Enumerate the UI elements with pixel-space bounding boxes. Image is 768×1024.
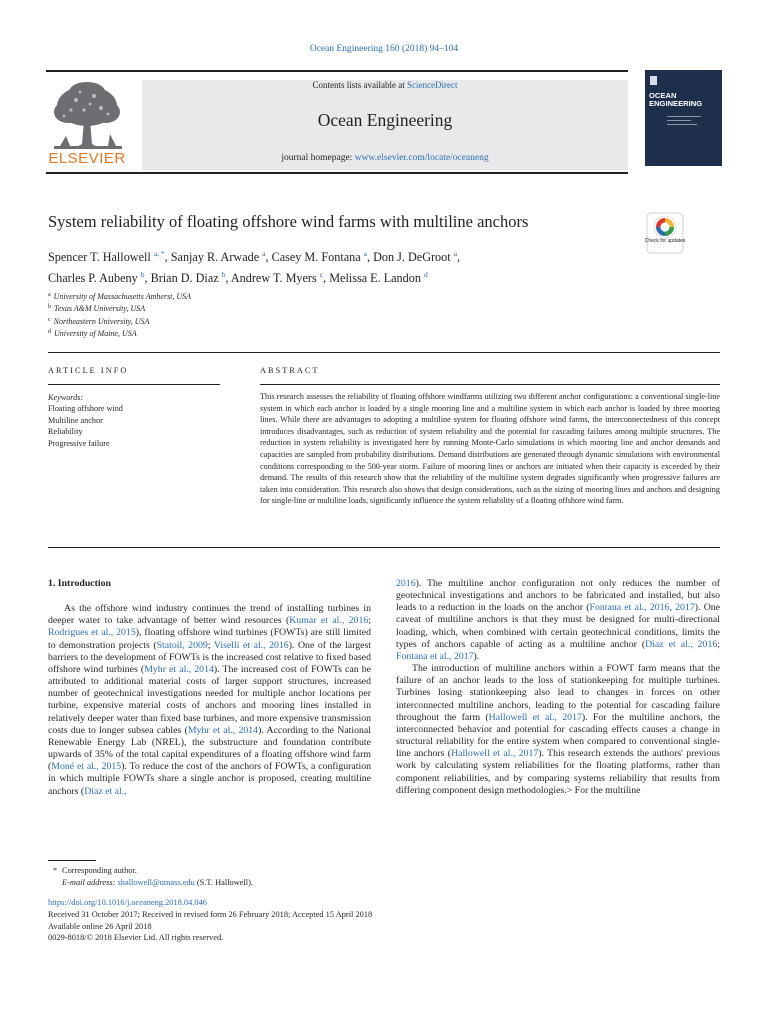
citation-link[interactable]: Hallowell et al., 2017 [451, 748, 539, 760]
author-affiliation-marker[interactable]: c [319, 270, 324, 279]
affiliation-text: Texas A&M University, USA [54, 304, 146, 314]
cover-title [649, 92, 718, 108]
body-text-run: ). One caveat of multiline anchors is that they must be designed for multi-directional loading, which, when combined with certain geotechnical conditions, limits the types of anchors capable of acting as a multiline anchor ( [396, 602, 721, 650]
affiliations [48, 290, 448, 339]
body-text-run: ). The multiline anchor configuration not only reduces the number of geotechnical investigations and anchors to be fabricated and installed, but also leads to a reduction in the loads on the anchor ( [396, 578, 720, 614]
footnote [48, 865, 448, 890]
contents-line [142, 80, 628, 90]
cover-title-line1: OCEAN [649, 91, 677, 100]
divider-bottom [48, 547, 720, 548]
article-title: System reliability of floating offshore wind farms with multiline anchors [48, 212, 529, 231]
body-text-run: ; [368, 615, 371, 627]
citation-link[interactable]: Moné et al., 2015 [51, 761, 122, 773]
author-list [48, 245, 688, 287]
author-separator: , [265, 250, 272, 264]
author-affiliation-marker[interactable]: a [453, 249, 458, 258]
author-affiliation-marker[interactable]: a [262, 249, 266, 258]
doi-link[interactable]: https://doi.org/10.1016/j.oceaneng.2018.04.046 [48, 898, 207, 907]
publication-info [48, 897, 548, 944]
author-separator: , [225, 271, 231, 285]
author-affiliation-marker[interactable]: a, * [153, 249, 165, 258]
author-affiliation-marker[interactable]: b [140, 270, 145, 279]
affiliation-marker: b [48, 304, 51, 311]
author-name[interactable]: Sanjay R. Arwade [170, 250, 263, 264]
affiliation-marker: a [48, 292, 51, 298]
body-paragraph [396, 663, 720, 797]
citation-link[interactable]: Diaz et al., 2016 [645, 638, 718, 650]
author-name[interactable]: Melissa E. Landon [329, 271, 424, 285]
journal-title: Ocean Engineering [317, 110, 453, 130]
abstract-divider [260, 384, 720, 385]
email-label: E-mail address: [62, 878, 118, 888]
contents-prefix: Contents lists available at [312, 80, 407, 90]
keywords [48, 392, 228, 449]
affiliation-marker: d [48, 328, 51, 335]
abstract-label: ABSTRACT [260, 366, 320, 375]
received-dates: Received 31 October 2017; Received in revised form 26 February 2018; Accepted 15 April 2018 [48, 909, 373, 919]
author-name[interactable]: Don J. DeGroot [373, 250, 454, 264]
citation-link[interactable]: 2017 [675, 602, 695, 614]
author-name[interactable]: Spencer T. Hallowell [48, 250, 154, 264]
citation-link[interactable]: Statoil, 2009 [156, 639, 208, 651]
author-separator: , [457, 250, 461, 264]
keyword-item: Multiline anchor [48, 415, 103, 425]
homepage-link[interactable]: www.elsevier.com/locate/oceaneng [354, 153, 489, 163]
affiliation-text: University of Maine, USA [54, 328, 137, 338]
body-text-run: ). One of the largest barriers to the development of FOWTs is the increased cost relative to fixed based offshore wind turbines ( [48, 639, 372, 675]
affiliation-item [48, 327, 448, 339]
divider-top [48, 352, 720, 353]
affiliation-marker: c [48, 316, 51, 323]
footnote-rule [48, 860, 96, 861]
abstract-text: This research assesses the reliability of floating offshore windfarms utilizing two different anchor configurations: a conventional single-line system in which each anchor is loaded by a single mooring line and a multiline system in which each anchor is loaded by three mooring lines. While there are advantages to adopting a multiline system for floating offshore wind farms, the interconnectedness of this concept introduces disadvantages, such as reduction of system reliability and the potential for cascading failures among multiple structures. The reduction in system reliability is investigated here by running Monte-Carlo simulations in which mooring line and anchor demands and capacities are sampled from probability distributions. Demand distributions are generated through dynamic simulations with environmental conditions corresponding to the 500-year storm. Failure of mooring lines or anchors are initiated when their capacity is exceeded by their demand. The results of this research show that the reliability of the multiline system degrades significantly when progressive failures are taken into consideration. This research also shows that design considerations, such as the sizing of mooring lines and anchors and designing for single-line or multiline loads, significantly influence the system reliability of a floating offshore wind farm. [260, 392, 720, 506]
affiliation-item [48, 302, 448, 314]
check-for-updates-label[interactable]: Check for updates [644, 238, 686, 244]
author-affiliation-marker[interactable]: a [363, 249, 368, 258]
author-name[interactable]: Brian D. Diaz [150, 271, 222, 285]
citation-link[interactable]: Hallowell et al., 2017 [488, 711, 582, 723]
body-column-left [48, 578, 371, 798]
author-separator: , [367, 250, 374, 264]
keyword-item: Floating offshore wind [48, 404, 123, 414]
body-text-run: ; [717, 638, 720, 650]
body-text-run: ), floating offshore wind turbines (FOWTs) are still limited to demonstration projects ( [48, 627, 371, 651]
homepage-line [142, 153, 628, 163]
section-heading: 1. Introduction [48, 578, 111, 589]
corresponding-author-note: Corresponding author. [62, 866, 137, 875]
body-text-run: As the offshore wind industry continues the trend of installing turbines in deeper water to take advantage of better wind resources ( [48, 603, 371, 627]
body-paragraph [48, 603, 371, 798]
citation-link[interactable]: Fontana et al., 2016 [589, 602, 670, 614]
body-text-run: ). To reduce the cost of the anchors of FOWTs, a configuration in which multiple FOWTs share a single anchor is proposed, creating multiline anchors ( [48, 761, 372, 797]
body-text-run: , [669, 602, 676, 614]
email-link[interactable]: shallowell@umass.edu [117, 878, 195, 888]
email-suffix: (S.T. Hallowell). [194, 878, 254, 888]
affiliation-item [48, 290, 448, 302]
cover-title-line2: ENGINEERING [649, 99, 703, 108]
body-text-run: ). For the multiline anchors, the interconnected behavior and potential for cascading effects causes a change in structural reliability for the entire system when compared to conventional single-line anchors ( [396, 711, 721, 760]
body-text-run: ). The increased cost of FOWTs can be attributed to additional material costs of larger support structures, increased number of geotechnical investigations needed for multiple anchor locations per turbine, expensive material costs of anchors and mooring lines installed in relatively deeper water than fixed base turbines, and more expensive transmission costs due to longer subsea cables ( [48, 663, 371, 736]
citation-link[interactable]: Myhr et al., 2014 [144, 663, 214, 675]
article-info-divider [48, 384, 220, 385]
keyword-item: Reliability [48, 427, 83, 437]
citation-link[interactable]: Diaz et al., [84, 785, 127, 797]
copyright: 0029-8018/© 2018 Elsevier Ltd. All rights reserved. [48, 933, 224, 943]
author-separator: , [144, 271, 151, 285]
cover-text-lines [667, 116, 701, 128]
elsevier-wordmark: ELSEVIER [48, 150, 126, 167]
body-paragraph [396, 578, 720, 663]
citation-link[interactable]: Myhr et al., 2014 [187, 724, 259, 736]
body-text-run: ). According to the National Renewable Energy Lab (NREL), the substructure and foundation contribute upwards of 35% of the total capital expenditures of a floating offshore wind farm ( [48, 724, 371, 773]
keyword-item: Progressive failure [48, 438, 110, 448]
article-info-label: ARTICLE INFO [48, 366, 129, 375]
author-separator: , [323, 271, 330, 285]
affiliation-text: Northeastern University, USA [53, 316, 150, 326]
sciencedirect-link[interactable]: ScienceDirect [407, 80, 458, 90]
citation-link[interactable]: Rodrigues et al., 2015 [48, 627, 136, 639]
body-text-run: ). This research extends the authors' previous work by calculating system reliabilities for the floating platforms, rather than component reliabilities, and by comparing systems reliability that results from differing component design methodologies.> For the multiline [396, 748, 720, 796]
affiliation-item [48, 315, 448, 327]
body-text-run: ; [207, 639, 214, 651]
homepage-prefix: journal homepage: [281, 153, 355, 163]
author-name[interactable]: Casey M. Fontana [271, 250, 364, 264]
author-affiliation-marker[interactable]: d [423, 270, 428, 279]
online-date: Available online 26 April 2018 [48, 921, 152, 931]
keywords-heading: Keywords: [48, 393, 84, 402]
citation-link[interactable]: Viselli et al., 2016 [213, 639, 289, 651]
citation-link[interactable]: Fontana et al., 2017 [396, 650, 474, 662]
footnote-marker: * [52, 866, 58, 875]
author-name[interactable]: Charles P. Aubeny [48, 271, 141, 285]
author-separator: , [164, 250, 171, 264]
cover-publisher-logo [650, 76, 657, 85]
citation-link[interactable]: 2016 [396, 578, 416, 589]
body-column-right [396, 578, 720, 797]
citation-link[interactable]: Kumar et al., 2016 [289, 615, 369, 627]
journal-citation[interactable]: Ocean Engineering 160 (2018) 94–104 [309, 44, 459, 54]
author-affiliation-marker[interactable]: b [221, 270, 226, 279]
body-text-run: ). [473, 650, 480, 662]
elsevier-tree-logo [46, 80, 128, 152]
affiliation-text: University of Massachusetts Amherst, USA [53, 292, 192, 301]
author-name[interactable]: Andrew T. Myers [230, 271, 320, 285]
body-text-run: The introduction of multiline anchors within a FOWT farm means that the failure of an anchor leads to the loss of stationkeeping for multiple turbines. Turbines losing stationkeeping also lead to changes in forces on other interconnected multiline anchors, leading to the potential for cascading failure throughout the farm ( [396, 663, 720, 723]
